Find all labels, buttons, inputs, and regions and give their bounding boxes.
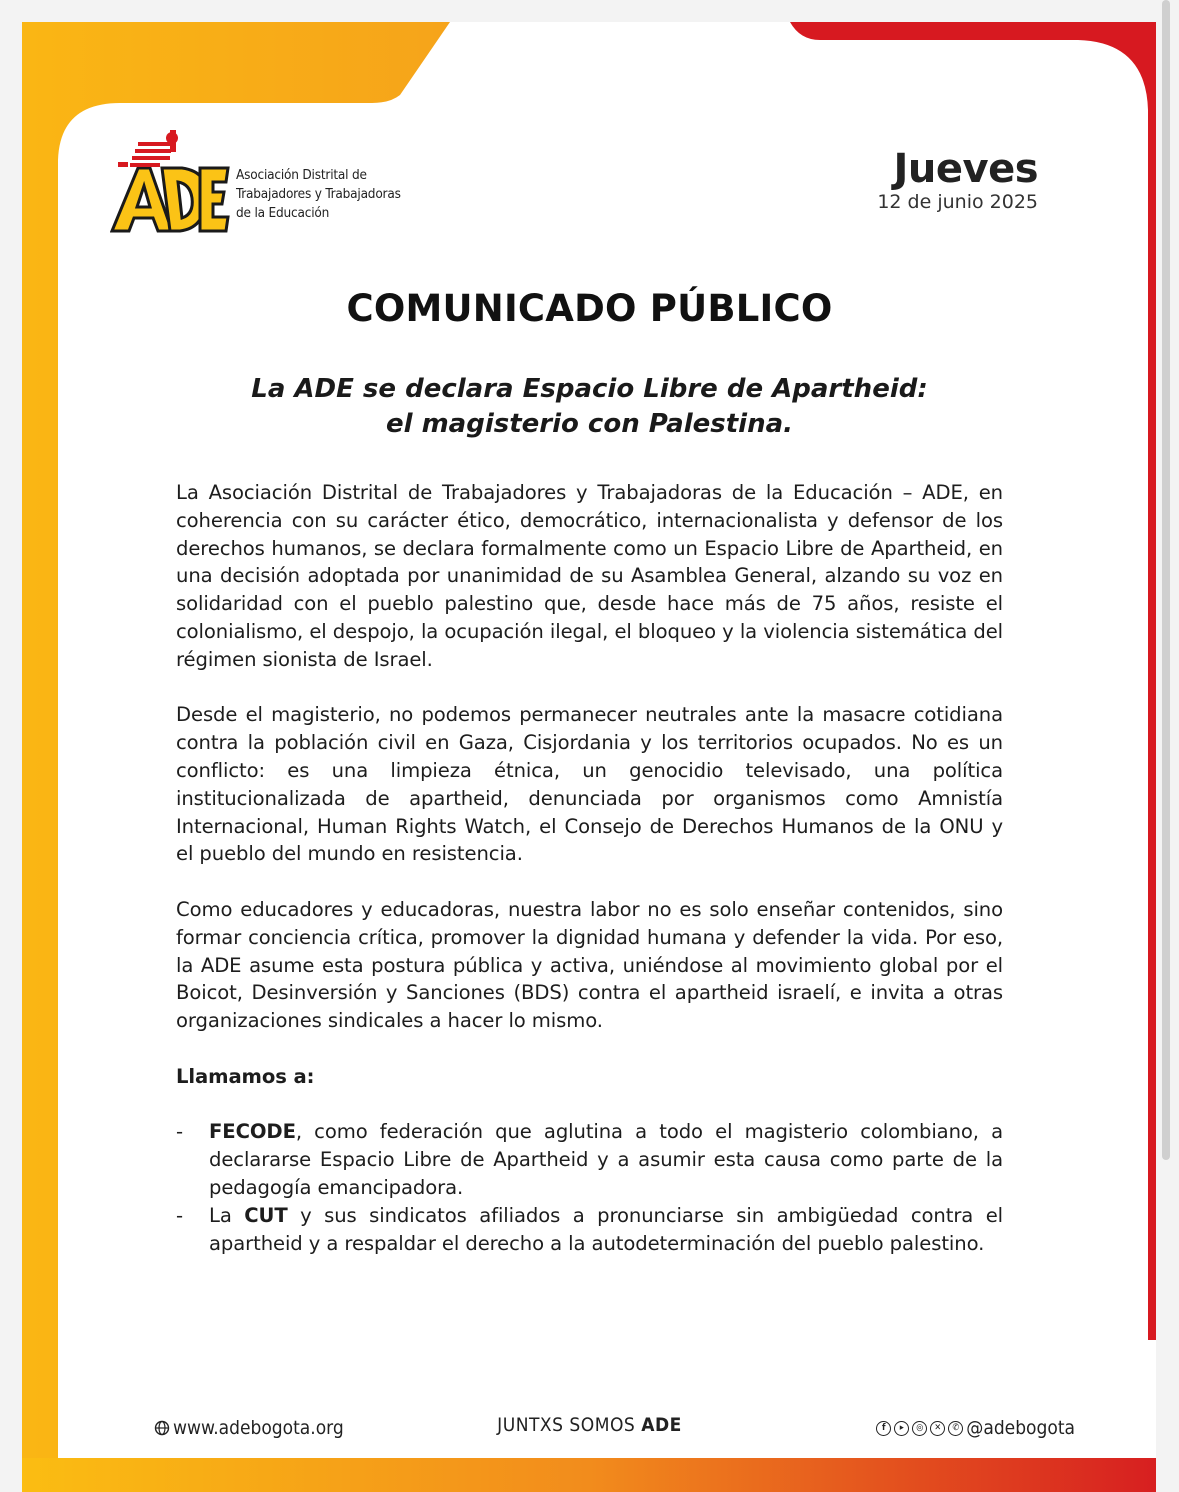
call-text: y sus sindicatos afiliados a pronunciarse sin ambigüedad contra el apartheid y a respaldar el derecho a la autodeterminación del pueblo palestino.	[209, 1203, 1003, 1255]
page-title: COMUNICADO PÚBLICO	[346, 287, 833, 330]
ade-logo	[110, 128, 235, 236]
youtube-icon[interactable]: ▸	[894, 1421, 909, 1436]
org-name-line-2: Trabajadores y Trabajadoras	[236, 186, 401, 202]
paragraph: Desde el magisterio, no podemos permanecer neutrales ante la masacre cotidiana contra la población civil en Gaza, Cisjordania y los territorios ocupados. No es un conflicto: es una limpieza étnica, un genocidio televisado, una política institucionalizada de apartheid, denunciada por organismos como Amnistía Internacional, Human Rights Watch, el Consejo de Derechos Humanos de la ONU y el pueblo del mundo en resistencia.	[176, 703, 1003, 866]
call-list	[176, 1118, 1003, 1257]
list-dash: -	[176, 1203, 183, 1227]
x-icon[interactable]: ✕	[930, 1421, 945, 1436]
website-link[interactable]: www.adebogota.org	[173, 1417, 344, 1439]
date: 12 de junio 2025	[877, 191, 1038, 213]
subtitle-line-2: el magisterio con Palestina.	[385, 409, 793, 439]
facebook-icon[interactable]: f	[876, 1421, 891, 1436]
list-item	[176, 1202, 1003, 1258]
org-name-line-1: Asociación Distrital de	[236, 167, 367, 183]
paragraph: La Asociación Distrital de Trabajadores y Trabajadoras de la Educación – ADE, en coherencia con su carácter ético, democrático, internacionalista y defensor de los derechos humanos, se declara formalmente como un Espacio Libre de Apartheid, en una decisión adoptada por unanimidad de su Asamblea General, alzando su voz en solidaridad con el pueblo palestino que, desde hace más de 75 años, resiste el colonialismo, el despojo, la ocupación ilegal, el bloqueo y la violencia sistemática del régimen sionista de Israel.	[176, 481, 1003, 671]
list-item	[176, 1118, 1003, 1201]
slogan-text: JUNTXS SOMOS	[497, 1414, 642, 1436]
body-text	[176, 479, 1003, 1257]
subtitle	[0, 372, 1179, 442]
call-bold: FECODE	[209, 1120, 296, 1144]
footer-social	[876, 1414, 1075, 1442]
social-handle[interactable]: @adebogota	[966, 1417, 1075, 1439]
instagram-icon[interactable]: ◎	[912, 1421, 927, 1436]
list-dash: -	[176, 1120, 183, 1144]
org-name-line-3: de la Educación	[236, 205, 330, 221]
call-prefix: La	[209, 1203, 245, 1227]
call-text: , como federación que aglutina a todo el magisterio colombiano, a declararse Espacio Libre de Apartheid y a asumir esta causa como parte de la pedagogía emancipadora.	[209, 1120, 1003, 1199]
whatsapp-icon[interactable]: ✆	[948, 1421, 963, 1436]
organization-name	[236, 166, 436, 223]
scrollbar[interactable]	[1162, 0, 1170, 1160]
paragraph: Como educadores y educadoras, nuestra labor no es solo enseñar contenidos, sino formar conciencia crítica, promover la dignidad humana y defender la vida. Por eso, la ADE asume esta postura pública y activa, uniéndose al movimiento global por el Boicot, Desinversión y Sanciones (BDS) contra el apartheid israelí, e invita a otras organizaciones sindicales a hacer lo mismo.	[176, 897, 1003, 1033]
weekday: Jueves	[893, 146, 1038, 192]
subtitle-line-1: La ADE se declara Espacio Libre de Apartheid:	[251, 374, 928, 404]
slogan-bold: ADE	[641, 1414, 682, 1436]
call-heading: Llamamos a:	[176, 1064, 315, 1088]
call-bold: CUT	[244, 1203, 288, 1227]
